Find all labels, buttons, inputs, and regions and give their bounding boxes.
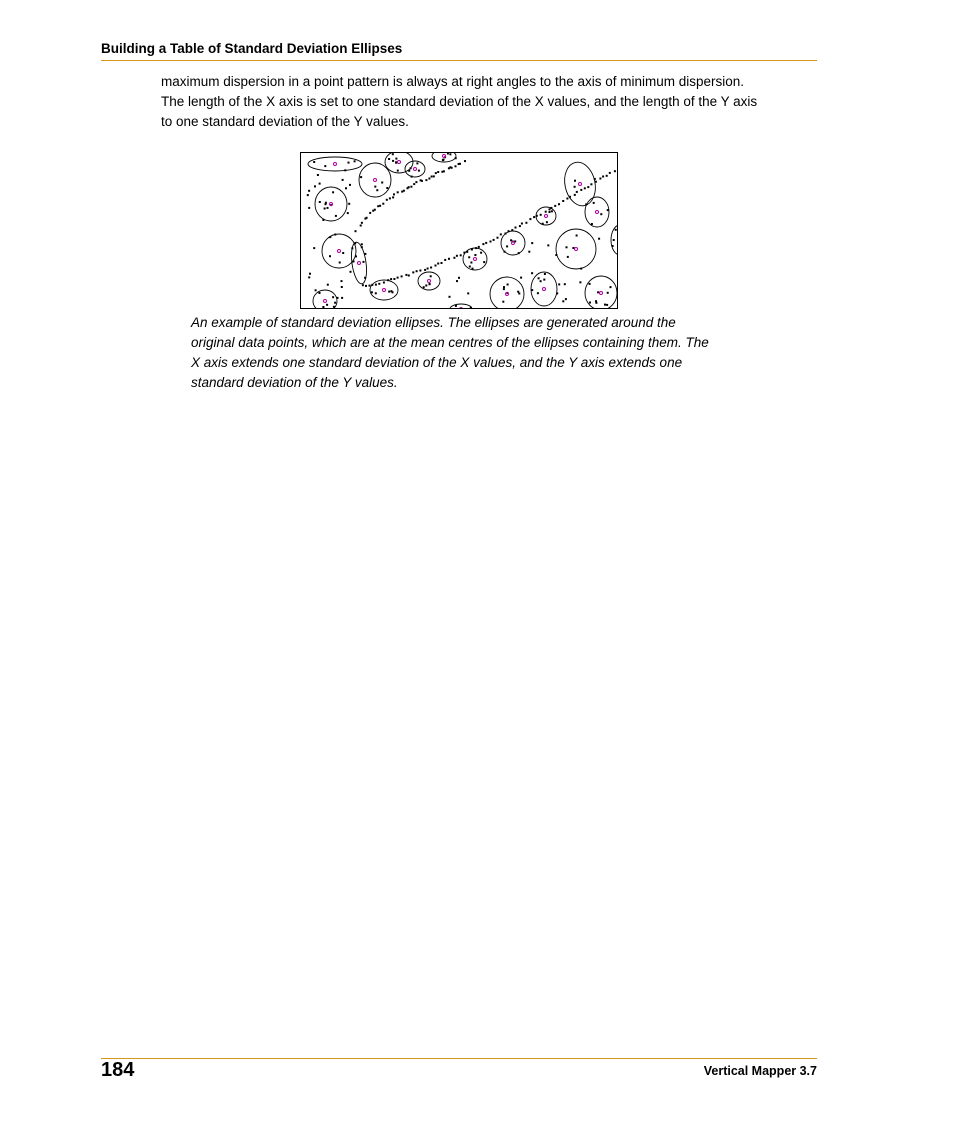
data-point xyxy=(616,289,617,291)
data-point xyxy=(317,174,319,176)
ellipse-figure-graphic xyxy=(301,153,617,308)
data-point xyxy=(558,283,560,285)
data-point xyxy=(485,242,487,244)
data-point xyxy=(598,238,600,240)
data-point xyxy=(416,270,418,272)
data-point xyxy=(395,162,397,164)
data-point xyxy=(332,296,334,298)
data-point xyxy=(520,277,522,279)
data-point xyxy=(324,208,326,210)
caption-line: X axis extends one standard deviation of the X values, and the Y axis extends one xyxy=(191,355,683,370)
data-point xyxy=(325,202,327,204)
data-point xyxy=(443,170,445,172)
data-point xyxy=(500,233,502,235)
data-point xyxy=(376,189,378,191)
data-point xyxy=(558,203,560,205)
mean-centre-marker xyxy=(506,293,509,296)
data-point xyxy=(517,291,519,293)
data-point xyxy=(354,242,356,244)
data-point xyxy=(566,246,568,248)
data-point xyxy=(612,245,614,247)
mean-centre-marker xyxy=(330,203,333,206)
data-point xyxy=(470,307,472,308)
caption-line: An example of standard deviation ellipses. The ellipses are generated around the xyxy=(191,315,676,330)
data-point xyxy=(334,302,336,304)
data-point xyxy=(613,239,615,241)
data-point xyxy=(475,247,477,249)
data-point xyxy=(408,275,410,277)
data-point xyxy=(342,252,344,254)
data-point xyxy=(585,203,587,205)
data-point xyxy=(444,259,446,261)
data-point xyxy=(472,268,474,270)
data-point xyxy=(339,262,341,264)
data-point xyxy=(604,304,606,306)
data-point xyxy=(547,244,549,246)
data-point xyxy=(395,158,397,160)
data-point xyxy=(329,236,331,238)
data-point xyxy=(416,162,418,164)
data-point xyxy=(341,297,343,299)
data-point xyxy=(393,278,395,280)
data-point xyxy=(456,255,458,257)
mean-centre-marker xyxy=(383,289,386,292)
data-point xyxy=(428,178,430,180)
data-point xyxy=(308,276,310,278)
data-point xyxy=(600,213,602,215)
data-point xyxy=(590,183,592,185)
data-point xyxy=(386,187,388,189)
data-point xyxy=(544,273,546,275)
data-point xyxy=(602,176,604,178)
data-point xyxy=(606,304,608,306)
mean-centre-marker xyxy=(600,292,603,295)
data-point xyxy=(348,162,350,164)
data-point xyxy=(319,292,321,294)
data-point xyxy=(418,170,420,172)
sd-ellipse xyxy=(418,272,440,290)
data-point xyxy=(430,267,432,269)
data-point xyxy=(482,243,484,245)
data-point xyxy=(595,300,597,302)
sd-ellipse xyxy=(405,161,425,177)
data-point xyxy=(574,186,576,188)
data-point xyxy=(425,179,427,181)
data-point xyxy=(493,239,495,241)
data-point xyxy=(415,181,417,183)
data-point xyxy=(347,212,349,214)
data-point xyxy=(455,165,457,167)
data-point xyxy=(361,243,363,245)
data-point xyxy=(353,261,355,263)
data-point xyxy=(609,172,611,174)
data-point xyxy=(411,176,413,178)
body-line: to one standard deviation of the Y values. xyxy=(161,114,409,129)
data-point xyxy=(375,284,377,286)
data-point xyxy=(401,275,403,277)
data-point xyxy=(511,229,513,231)
body-line: maximum dispersion in a point pattern is always at right angles to the axis of minimum dispersion. xyxy=(161,74,745,89)
caption-line: original data points, which are at the mean centres of the ellipses containing them. The xyxy=(191,335,709,350)
data-point xyxy=(308,207,310,209)
data-point xyxy=(435,265,437,267)
data-point xyxy=(360,225,362,227)
data-point xyxy=(309,273,311,275)
mean-centre-marker xyxy=(545,215,548,218)
data-point xyxy=(580,189,582,191)
data-point xyxy=(562,300,564,302)
mean-centre-marker xyxy=(460,308,463,309)
body-paragraph xyxy=(161,72,821,132)
data-point xyxy=(387,279,389,281)
data-point xyxy=(378,283,380,285)
data-point xyxy=(430,275,432,277)
data-point xyxy=(503,286,505,288)
data-point xyxy=(319,183,321,185)
data-point xyxy=(502,301,504,303)
data-point xyxy=(412,271,414,273)
data-point xyxy=(388,158,390,160)
mean-centre-marker xyxy=(575,248,578,251)
data-point xyxy=(569,196,571,198)
mean-centre-marker xyxy=(512,242,515,245)
data-point xyxy=(361,222,363,224)
data-point xyxy=(599,178,601,180)
data-point xyxy=(319,201,321,203)
sd-ellipse xyxy=(359,163,391,197)
mean-centre-marker xyxy=(474,258,477,261)
data-point xyxy=(393,193,395,195)
data-point xyxy=(307,194,309,196)
data-point xyxy=(606,175,608,177)
data-point xyxy=(562,200,564,202)
data-point xyxy=(540,214,542,216)
data-point xyxy=(313,247,315,249)
data-point xyxy=(413,183,415,185)
mean-centre-marker xyxy=(374,179,377,182)
data-point xyxy=(497,237,499,239)
data-point xyxy=(363,261,365,263)
data-point xyxy=(405,274,407,276)
data-point xyxy=(589,302,591,304)
data-point xyxy=(576,235,578,237)
data-point xyxy=(344,169,346,171)
data-point xyxy=(429,283,431,285)
data-point xyxy=(389,197,391,199)
data-point xyxy=(508,230,510,232)
data-point xyxy=(518,252,520,254)
data-point xyxy=(474,254,476,256)
data-point xyxy=(371,291,373,293)
data-point xyxy=(538,277,540,279)
data-point xyxy=(345,187,347,189)
data-point xyxy=(574,194,576,196)
data-point xyxy=(537,292,539,294)
data-point xyxy=(574,180,576,182)
data-point xyxy=(564,283,566,285)
sd-ellipse xyxy=(315,187,347,221)
data-point xyxy=(531,272,533,274)
body-line: The length of the X axis is set to one standard deviation of the X values, and the length of the Y axis xyxy=(161,94,758,109)
data-point xyxy=(349,184,351,186)
data-point xyxy=(335,215,337,217)
data-point xyxy=(327,284,329,286)
data-point xyxy=(451,167,453,169)
data-point xyxy=(433,175,435,177)
data-point xyxy=(595,181,597,183)
ellipse-figure xyxy=(300,152,618,309)
data-point xyxy=(382,203,384,205)
data-point xyxy=(503,288,505,290)
data-point xyxy=(546,221,548,223)
data-point xyxy=(456,280,458,282)
data-point xyxy=(437,263,439,265)
data-point xyxy=(337,297,339,299)
data-point xyxy=(455,305,457,307)
data-point xyxy=(453,257,455,259)
data-point xyxy=(463,252,465,254)
data-point xyxy=(390,278,392,280)
data-point xyxy=(369,212,371,214)
data-point xyxy=(408,170,410,172)
data-point xyxy=(543,279,545,281)
data-point xyxy=(469,266,471,268)
footer-rule xyxy=(101,1058,817,1059)
data-point xyxy=(554,205,556,207)
data-point xyxy=(490,241,492,243)
data-point xyxy=(549,211,551,213)
data-point xyxy=(419,270,421,272)
data-point xyxy=(519,225,521,227)
data-point xyxy=(366,217,368,219)
data-point xyxy=(468,256,470,258)
data-point xyxy=(362,284,364,286)
data-point xyxy=(540,280,542,282)
data-point xyxy=(379,205,381,207)
data-point xyxy=(327,207,329,209)
data-point xyxy=(470,262,472,264)
data-point xyxy=(314,185,316,187)
data-point xyxy=(329,255,331,257)
footer-product-title: Vertical Mapper 3.7 xyxy=(703,1064,817,1078)
data-point xyxy=(341,286,343,288)
data-point xyxy=(365,285,367,287)
data-point xyxy=(392,291,394,293)
data-point xyxy=(615,229,617,231)
data-point xyxy=(551,210,553,212)
data-point xyxy=(371,284,373,286)
data-point xyxy=(392,196,394,198)
data-point xyxy=(467,292,469,294)
data-point xyxy=(566,198,568,200)
data-point xyxy=(518,293,520,295)
data-point xyxy=(333,306,335,308)
data-point xyxy=(392,160,394,162)
mean-centre-marker xyxy=(428,280,431,283)
data-point xyxy=(383,282,385,284)
data-point xyxy=(397,170,399,172)
data-point xyxy=(607,209,609,211)
caption-line: standard deviation of the Y values. xyxy=(191,375,398,390)
data-point xyxy=(597,291,599,293)
data-point xyxy=(531,242,533,244)
mean-centre-marker xyxy=(596,211,599,214)
data-point xyxy=(556,292,558,294)
data-point xyxy=(424,269,426,271)
data-point xyxy=(455,157,457,159)
data-point xyxy=(423,286,425,288)
data-point xyxy=(361,246,363,248)
data-point xyxy=(591,223,593,225)
data-point xyxy=(410,167,412,169)
data-point xyxy=(397,277,399,279)
mean-centre-marker xyxy=(443,155,446,158)
mean-centre-marker xyxy=(414,168,417,171)
data-point xyxy=(447,153,449,155)
data-point xyxy=(448,258,450,260)
sd-ellipse xyxy=(308,157,362,171)
data-point xyxy=(350,271,352,273)
data-point xyxy=(610,286,612,288)
data-point xyxy=(515,227,517,229)
data-point xyxy=(614,170,616,172)
data-point xyxy=(364,277,366,279)
data-point xyxy=(483,261,485,263)
data-point xyxy=(410,186,412,188)
data-point xyxy=(466,251,468,253)
data-point xyxy=(397,191,399,193)
data-point xyxy=(427,268,429,270)
data-point xyxy=(355,255,357,257)
data-point xyxy=(313,161,315,163)
data-point xyxy=(593,202,595,204)
data-point xyxy=(355,230,357,232)
data-point xyxy=(341,280,343,282)
data-point xyxy=(607,292,609,294)
data-point xyxy=(442,159,444,161)
data-point xyxy=(580,268,582,270)
data-point xyxy=(360,176,362,178)
data-point xyxy=(576,191,578,193)
mean-centre-marker xyxy=(334,163,337,166)
data-point xyxy=(348,203,350,205)
data-point xyxy=(386,199,388,201)
data-point xyxy=(403,190,405,192)
data-point xyxy=(381,182,383,184)
data-point xyxy=(377,205,379,207)
data-point xyxy=(549,208,551,210)
data-point xyxy=(374,186,376,188)
data-point xyxy=(369,285,371,287)
data-point xyxy=(542,223,544,225)
data-point xyxy=(342,179,344,181)
data-point xyxy=(531,289,533,291)
data-point xyxy=(431,176,433,178)
data-point xyxy=(408,186,410,188)
data-point xyxy=(334,234,336,236)
data-point xyxy=(579,281,581,283)
data-point xyxy=(322,219,324,221)
data-point xyxy=(388,291,390,293)
data-point xyxy=(315,289,317,291)
data-point xyxy=(460,254,462,256)
running-header-title: Building a Table of Standard Deviation Ellipses xyxy=(101,41,403,56)
mean-centre-marker xyxy=(358,262,361,265)
data-point xyxy=(589,283,591,285)
data-point xyxy=(510,239,512,241)
data-point xyxy=(326,304,328,306)
data-point xyxy=(449,296,451,298)
figure-caption xyxy=(191,313,791,393)
data-point xyxy=(324,165,326,167)
data-point xyxy=(437,171,439,173)
mean-centre-marker xyxy=(398,161,401,164)
data-point xyxy=(459,163,461,165)
data-point xyxy=(533,216,535,218)
data-point xyxy=(567,256,569,258)
data-point xyxy=(392,153,394,155)
data-point xyxy=(375,292,377,294)
sd-ellipse xyxy=(561,159,599,208)
data-point xyxy=(507,284,509,286)
data-point xyxy=(506,245,508,247)
mean-centre-marker xyxy=(579,183,582,186)
mean-centre-marker xyxy=(338,250,341,253)
data-point xyxy=(425,285,427,287)
data-point xyxy=(555,254,557,256)
data-point xyxy=(521,223,523,225)
data-point xyxy=(322,306,324,308)
data-point xyxy=(364,253,366,255)
data-point xyxy=(458,277,460,279)
mean-centre-marker xyxy=(324,300,327,303)
data-point xyxy=(351,247,353,249)
page-number: 184 xyxy=(101,1059,135,1081)
data-point xyxy=(478,246,480,248)
data-point xyxy=(550,207,552,209)
data-point xyxy=(464,160,466,162)
data-point xyxy=(354,160,356,162)
data-point xyxy=(528,251,530,253)
data-point xyxy=(587,186,589,188)
data-point xyxy=(529,218,531,220)
sd-ellipse xyxy=(585,197,609,227)
data-point xyxy=(594,178,596,180)
data-point xyxy=(545,211,547,213)
data-point xyxy=(441,262,443,264)
data-point xyxy=(449,153,451,155)
data-point xyxy=(435,172,437,174)
sd-ellipse xyxy=(531,272,557,306)
data-point xyxy=(308,190,310,192)
data-point xyxy=(536,215,538,217)
data-point xyxy=(525,222,527,224)
data-point xyxy=(374,209,376,211)
running-header xyxy=(101,40,817,61)
data-point xyxy=(584,187,586,189)
data-point xyxy=(565,298,567,300)
data-point xyxy=(504,251,506,253)
data-point xyxy=(332,191,334,193)
data-point xyxy=(505,233,507,235)
mean-centre-marker xyxy=(543,288,546,291)
data-point xyxy=(480,252,482,254)
data-point xyxy=(471,249,473,251)
data-point xyxy=(421,180,423,182)
